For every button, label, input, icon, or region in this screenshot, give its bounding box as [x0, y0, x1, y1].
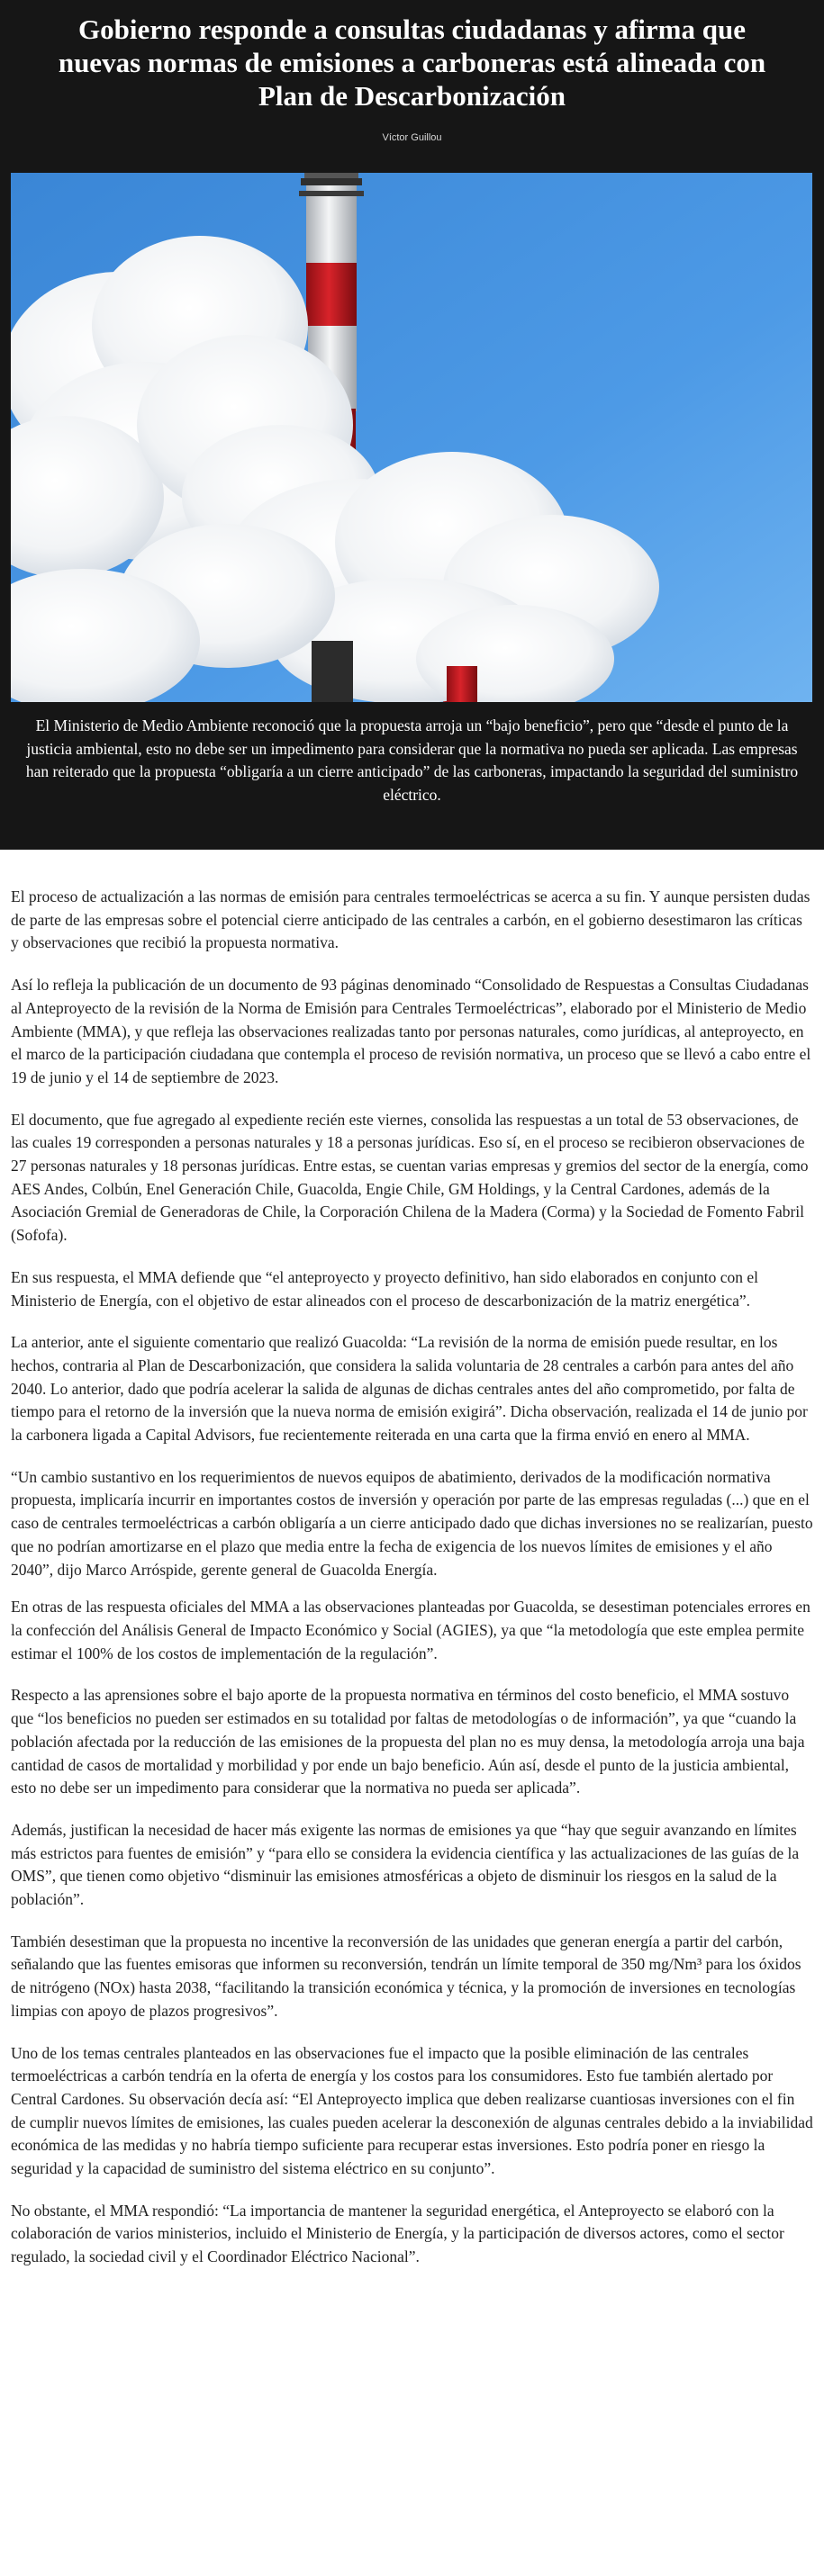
headline: Gobierno responde a consultas ciudadanas y afirma que nuevas normas de emisiones a carboneras está alineada con Plan de Descarbonización	[58, 14, 766, 112]
paragraph: El documento, que fue agregado al expediente recién este viernes, consolida las respuestas a un total de 53 observaciones, de las cuales 19 corresponden a personas naturales y 18 a personas jurídicas. Eso sí, en el proceso se recibieron observaciones de 27 personas naturales y 18 personas jurídicas. Entre estas, se cuentan varias empresas y gremios del sector de la energía, como AES Andes, Colbún, Enel Generación Chile, Guacolda, Engie Chile, GM Holdings, y la Central Cardones, además de la Asociación Gremial de Generadoras de Chile, la Corporación Chilena de la Madera (Corma) y la Sociedad de Fomento Fabril (Sofofa).	[11, 1110, 809, 1245]
paragraph: También desestiman que la propuesta no incentive la reconversión de las unidades que generan energía a partir del carbón, señalando que las fuentes emisoras que informen su reconversión, tendrán un límite temporal de 350 mg/Nm³ para los óxidos de nitrógeno (NOx) hasta 2038, “facilitando la transición económica y técnica, y la promoción de inversiones en tecnologías limpias con apoyo de plazos progresivos”.	[11, 1932, 801, 2020]
paragraph: El proceso de actualización a las normas de emisión para centrales termoeléctricas se acerca a su fin. Y aunque persisten dudas de parte de las empresas sobre el potencial cierre anticipado de las centrales a carbón, en el gobierno desestimaron las críticas y observaciones que recibió la propuesta normativa.	[11, 887, 810, 952]
paragraph: Uno de los temas centrales planteados en las observaciones fue el impacto que la posible eliminación de las centrales termoeléctricas a carbón tendría en la oferta de energía y los costos para los consumidores. Esto fue también alertado por Central Cardones. Su observación decía así: “El Anteproyecto implica que deben realizarse cuantiosas inversiones con el fin de cumplir nuevos límites de emisiones, las cuales pueden acelerar la desconexión de algunas centrales debido a la inviabilidad económica de las medidas y no habría tiempo suficiente para recuperar estas inversiones. Esto podría poner en riesgo la seguridad y la capacidad de suministro del sistema eléctrico en su conjunto”.	[11, 2043, 813, 2178]
paragraph: Respecto a las aprensiones sobre el bajo aporte de la propuesta normativa en términos del costo beneficio, el MMA sostuvo que “los beneficios no pueden ser estimados en su totalidad por faltas de metodologías o de información”, ya que “cuando la población afectada por la reducción de las emisiones de la propuesta del plan no es muy densa, la metodología arroja una baja cantidad de casos de mortalidad y morbilidad y por ende un bajo beneficio. Aún así, desde el punto de la justicia ambiental, esto no debe ser un impedimento para considerar que la normativa no pueda ser aplicada”.	[11, 1686, 805, 1797]
paragraph: “Un cambio sustantivo en los requerimientos de nuevos equipos de abatimiento, derivados de la modificación normativa propuesta, implicaría incurrir en importantes costos de inversión y operación por parte de las empresas reguladas (...) que en el caso de centrales termoeléctricas a carbón obligaría a un cierre anticipado dado que dichas inversiones no se realizarían, puesto que no podrían amortizarse en el plazo que media entre la fecha de exigencia de los nuevos límites de emisiones y el año 2040”, dijo Marco Arróspide, gerente general de Guacolda Energía.	[11, 1467, 813, 1579]
paragraph: Así lo refleja la publicación de un documento de 93 páginas denominado “Consolidado de Respuestas a Consultas Ciudadanas al Anteproyecto de la revisión de la Norma de Emisión para Centrales Termoeléctricas”, elaborado por el Ministerio de Medio Ambiente (MMA), y que refleja las observaciones realizadas tanto por personas naturales, como jurídicas, al anteproyecto, en el marco de la participación ciudadana que contempla el proceso de revisión normativa, un proceso que se llevó a cabo entre el 19 de junio y el 14 de septiembre de 2023.	[11, 976, 811, 1086]
byline-author[interactable]: Víctor Guillou	[382, 132, 442, 143]
smokestacks-photo	[11, 173, 812, 702]
paragraph: En sus respuesta, el MMA defiende que “el anteproyecto y proyecto definitivo, han sido elaborados en conjunto con el Ministerio de Energía, con el objetivo de estar alineados con el proceso de descarbonización de la matriz energética”.	[11, 1267, 759, 1310]
hero-image	[11, 173, 812, 702]
hero-section	[0, 0, 824, 850]
article-body	[0, 886, 824, 2269]
chimney-base	[312, 641, 353, 702]
paragraph: La anterior, ante el siguiente comentario que realizó Guacolda: “La revisión de la norma de emisión puede resultar, en los hechos, contraria al Plan de Descarbonización, que considera la salida voluntaria de 28 centrales a carbón para antes del año 2040. Lo anterior, dado que podría acelerar la salida de algunas de dichas centrales antes del año comprometido, por falta de tiempo para el retorno de la inversión que la nueva norma de emisión exigirá”. Dicha observación, realizada el 14 de junio por la carbonera ligada a Capital Advisors, fue recientemente reiterada en una carta que la firma envió en enero al MMA.	[11, 1333, 808, 1445]
image-caption: El Ministerio de Medio Ambiente reconoció que la propuesta arroja un “bajo beneficio”, pero que “desde el punto de la justicia ambiental, esto no debe ser un impedimento para considerar que la normativa no pueda ser aplicada. Las empresas han reiterado que la propuesta “obligaría a un cierre anticipado” de las carboneras, impactando la seguridad del suministro eléctrico.	[25, 716, 799, 804]
paragraph: Además, justifican la necesidad de hacer más exigente las normas de emisiones ya que “hay que seguir avanzando en límites más estrictos para fuentes de emisión” y “para ello se considera la evidencia científica y las actualizaciones de las guías de la OMS”, que tienen como objetivo “disminuir las emisiones atmosféricas a objeto de disminuir los riesgos en la salud de la población”.	[11, 1820, 800, 1909]
paragraph: En otras de las respuesta oficiales del MMA a las observaciones planteadas por Guacolda, se desestiman potenciales errores en la confección del Análisis General de Impacto Económico y Social (AGIES), ya que “la metodología que este emplea permite estimar el 100% de los costos de implementación de la regulación”.	[11, 1598, 810, 1662]
paragraph: No obstante, el MMA respondió: “La importancia de mantener la seguridad energética, el Anteproyecto se elaboró con la colaboración de varios ministerios, incluido el Ministerio de Energía, y la participación de diversos actores, como el sector regulado, la sociedad civil y el Coordinador Eléctrico Nacional”.	[11, 2201, 784, 2266]
